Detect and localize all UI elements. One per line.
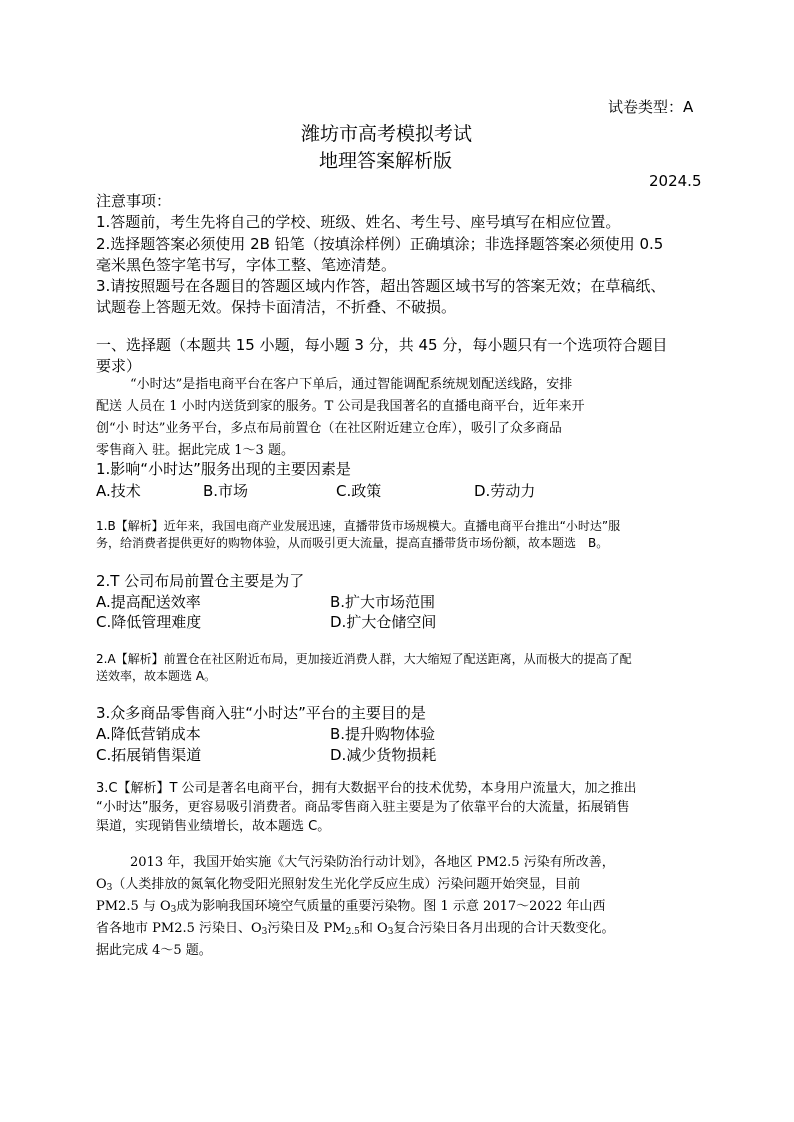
q3-analysis-line2: “小时达”服务，更容易吸引消费者。商品零售商入驻主要是为了依靠平台的大流量，拓展销售: [96, 800, 630, 815]
notice-item-3-line2: 试题卷上答题无效。保持卡面清洁，不折叠、不破损。: [96, 298, 457, 316]
q2-stem: 2.T 公司布局前置仓主要是为了: [96, 572, 305, 590]
q2-option-d: D.扩大仓储空间: [330, 613, 437, 631]
q1-analysis-line2: 务，给消费者提供更好的购物体验，从而吸引更大流量，提高直播带货市场份额，故本题选 B。: [96, 536, 609, 550]
passage1-line3: 创“小 时达”业务平台，多点布局前置仓（在社区附近建立仓库），吸引了众多商品: [96, 421, 562, 436]
passage2-line3: PM2.5 与 $O_3$成为影响我国环境空气质量的重要污染物。图 1 示意 2017～2022 年山西: [96, 899, 606, 915]
passage2-line1: 2013 年，我国开始实施《大气污染防治行动计划》，各地区 PM2.5 污染有所改善，: [130, 855, 615, 870]
passage2-line5: 据此完成 4～5 题。: [96, 943, 212, 958]
notice-item-2-line1: 2.选择题答案必须使用 2B 铅笔（按填涂样例）正确填涂；非选择题答案必须使用 0.5: [96, 235, 664, 253]
q3-option-d: D.减少货物损耗: [330, 746, 437, 764]
passage1-line2: 配送 人员在 1 小时内送货到家的服务。T 公司是我国著名的直播电商平台，近年来开: [96, 399, 585, 414]
q3-analysis-line1: 3.C【解析】T 公司是著名电商平台，拥有大数据平台的技术优势，本身用户流量大，加之推出: [96, 781, 637, 796]
q2-analysis-line1: 2.A【解析】前置仓在社区附近布局，更加接近消费人群，大大缩短了配送距离，从而极大的提高了配: [96, 652, 632, 666]
q2-option-c: C.降低管理难度: [96, 613, 202, 631]
passage1-line1: “小时达”是指电商平台在客户下单后，通过智能调配系统规划配送线路，安排: [130, 377, 573, 392]
notice-heading: 注意事项：: [96, 192, 172, 210]
q2-option-a: A.提高配送效率: [96, 593, 201, 611]
exam-subtitle: 地理答案解析版: [319, 150, 453, 172]
exam-date: 2024.5: [649, 172, 702, 190]
q3-option-a: A.降低营销成本: [96, 725, 201, 743]
q1-analysis-line1: 1.B【解析】近年来，我国电商产业发展迅速，直播带货市场规模大。直播电商平台推出“小时达”服: [96, 519, 621, 533]
q3-stem: 3.众多商品零售商入驻“小时达”平台的主要目的是: [96, 704, 426, 722]
q1-option-b: B.市场: [203, 482, 249, 500]
q3-option-b: B.提升购物体验: [330, 725, 436, 743]
section-heading-line2: 要求）: [96, 357, 142, 375]
q2-analysis-line2: 送效率，故本题选 A。: [96, 669, 217, 683]
q1-option-d: D.劳动力: [474, 482, 536, 500]
passage2-line4: 省各地市 PM2.5 污染日、$O_3$污染日及 $PM_{2.5}$和 $O_3$复合污染日各月出现的合计天数变化。: [96, 921, 615, 937]
notice-item-1: 1.答题前，考生先将自己的学校、班级、姓名、考生号、座号填写在相应位置。: [96, 213, 621, 231]
q1-option-c: C.政策: [336, 482, 382, 500]
q1-option-a: A.技术: [96, 482, 141, 500]
section-heading-line1: 一、选择题（本题共 15 小题，每小题 3 分，共 45 分，每小题只有一个选项符合题目: [96, 336, 668, 354]
q3-option-c: C.拓展销售渠道: [96, 746, 202, 764]
passage1-line4: 零售商入 驻。据此完成 1～3 题。: [96, 443, 294, 458]
paper-type-label: 试卷类型：A: [608, 98, 694, 116]
q1-stem: 1.影响“小时达”服务出现的主要因素是: [96, 460, 351, 478]
notice-item-2-line2: 毫米黑色签字笔书写，字体工整、笔迹清楚。: [96, 256, 397, 274]
passage2-line2: $O_3$（人类排放的氮氧化物受阳光照射发生光化学反应生成）污染问题开始突显，目前: [96, 877, 581, 893]
q2-option-b: B.扩大市场范围: [330, 593, 436, 611]
notice-item-3-line1: 3.请按照题号在各题目的答题区域内作答，超出答题区域书写的答案无效；在草稿纸、: [96, 277, 666, 295]
exam-title: 潍坊市高考模拟考试: [301, 123, 473, 145]
q3-analysis-line3: 渠道，实现销售业绩增长，故本题选 C。: [96, 819, 331, 834]
